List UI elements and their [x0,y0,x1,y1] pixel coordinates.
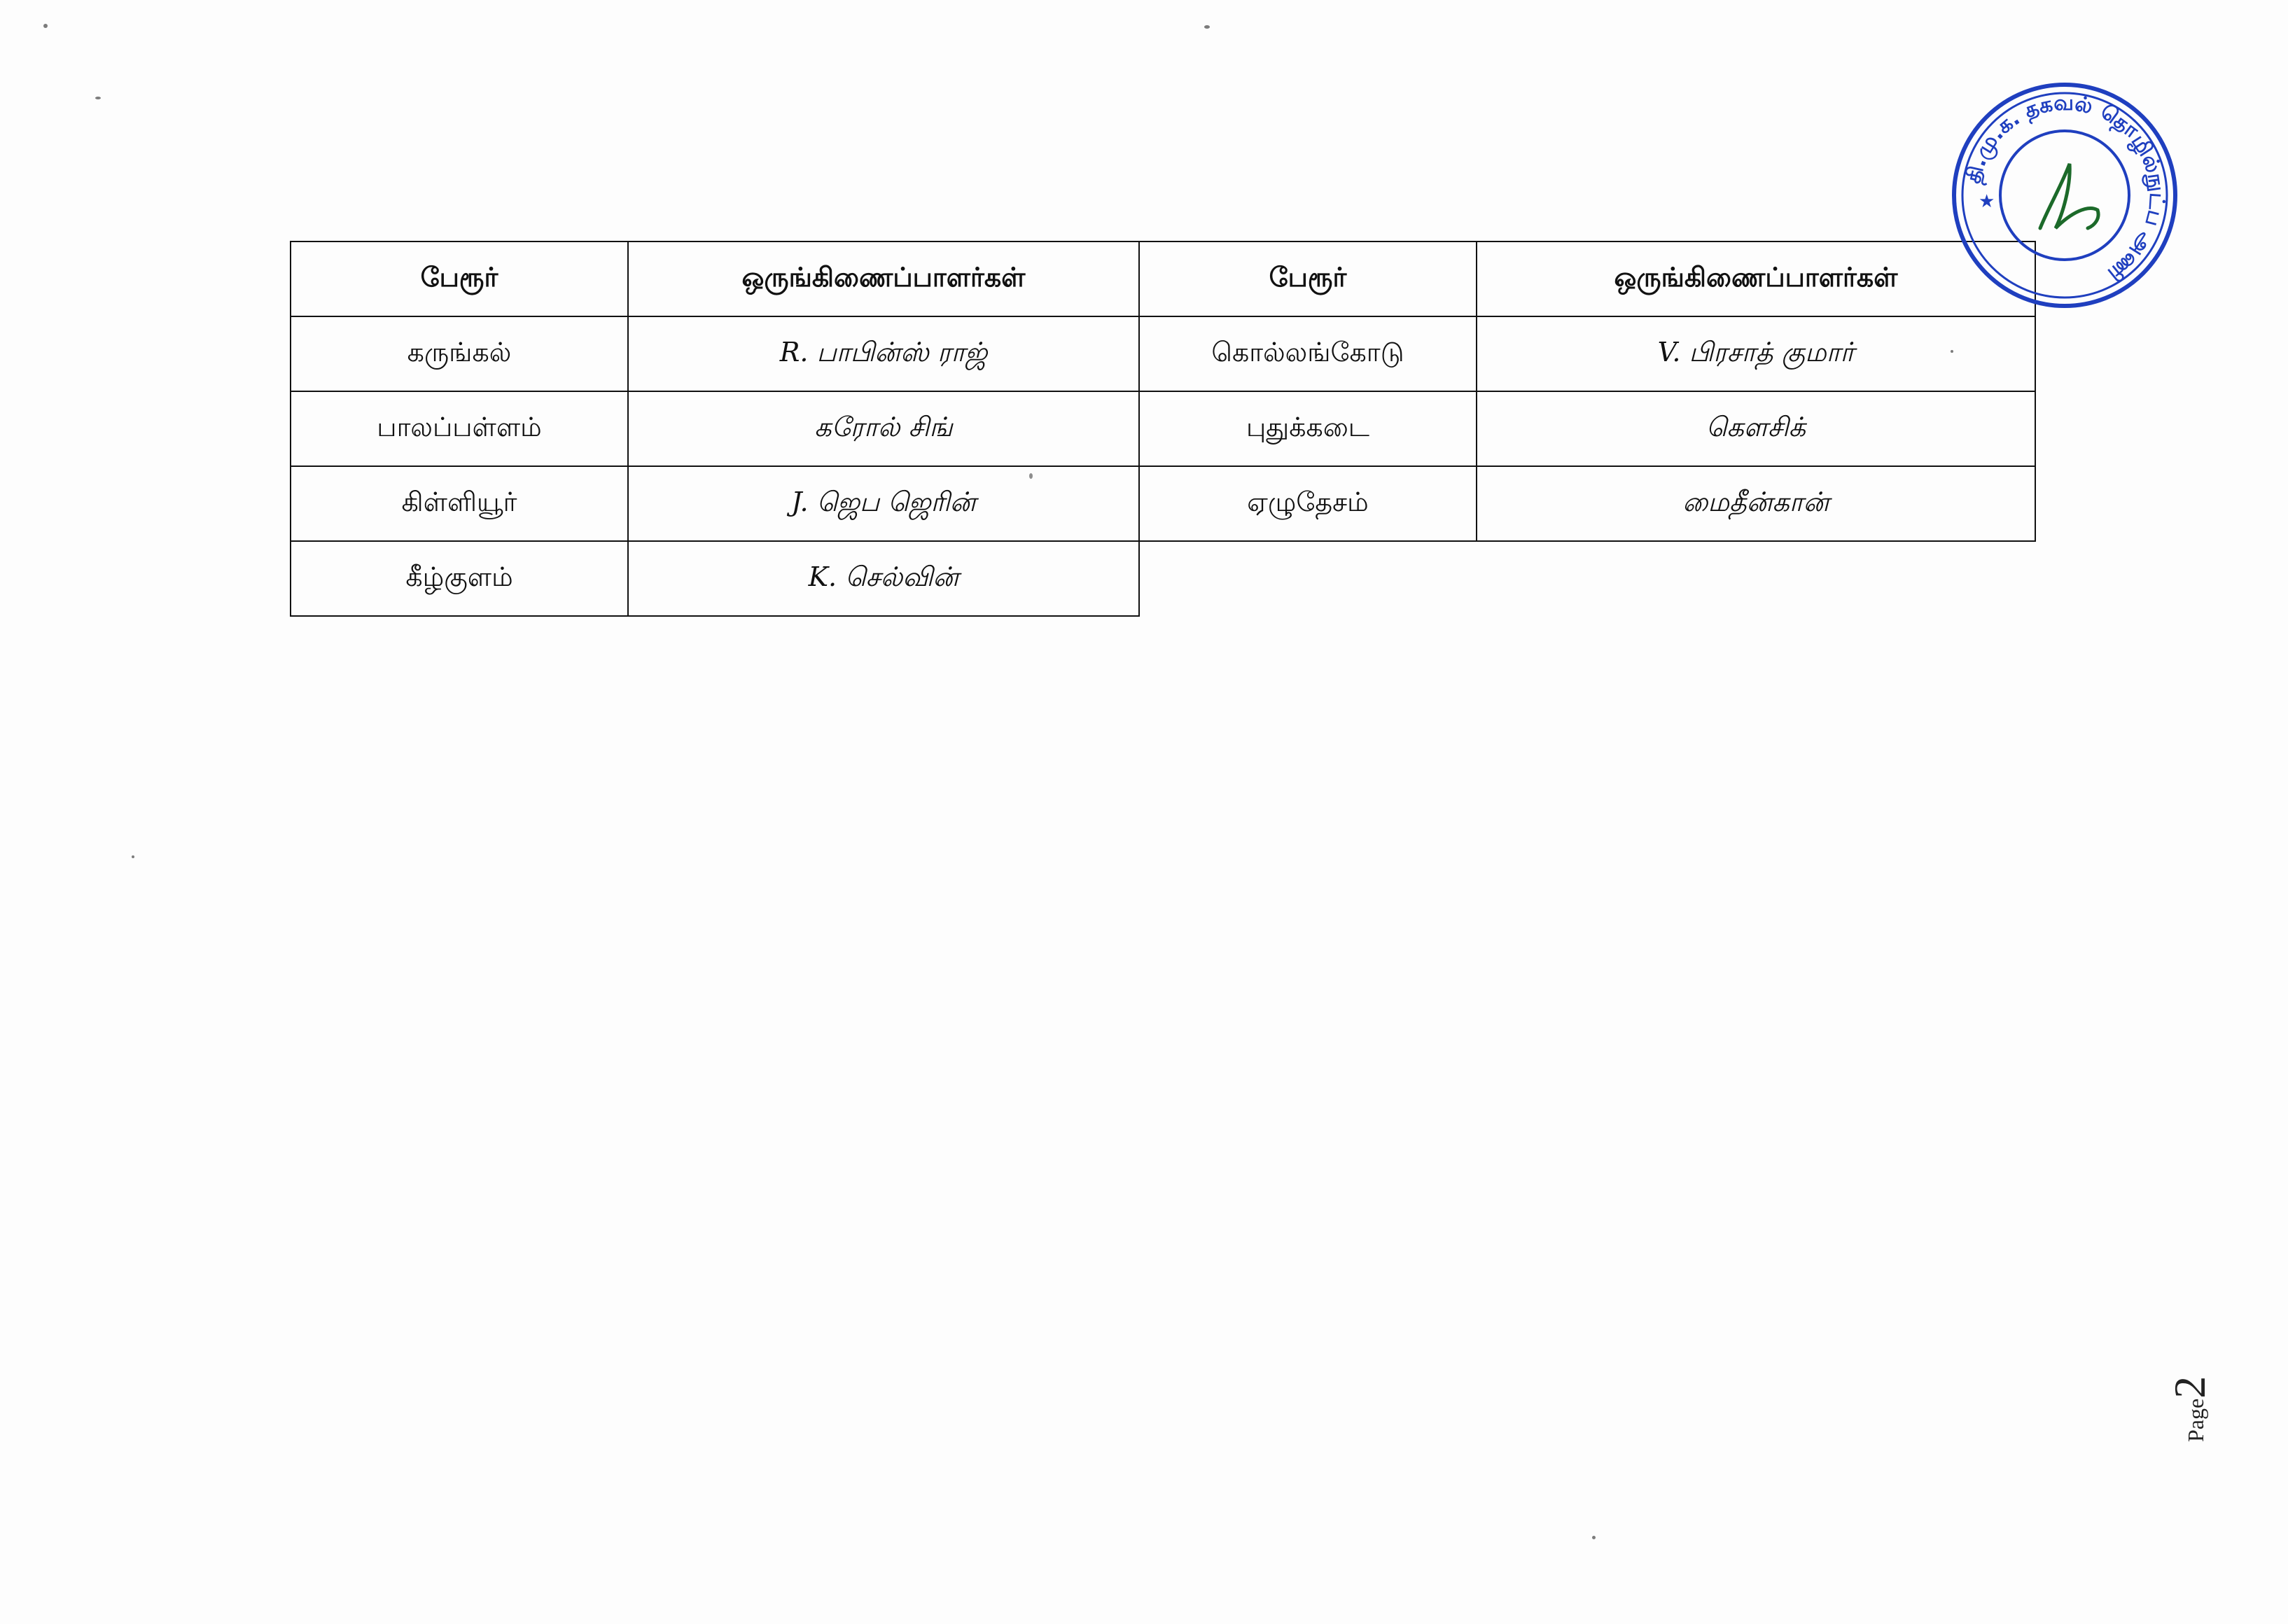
town-cell: கிள்ளியூர் [291,466,628,541]
seal-text: தி.மு.க. தகவல் தொழில்நுட்ப அணி [1961,90,2170,286]
coordinator-cell: கௌசிக் [1477,391,2035,466]
table-row [291,316,2035,391]
town-cell: கொல்லங்கோடு [1139,316,1477,391]
coordinators-table [290,241,2036,617]
table-row [291,541,2035,616]
page-number [2128,1330,2212,1442]
scan-speck [132,855,134,858]
table-row [291,391,2035,466]
town-cell: கருங்கல் [291,316,628,391]
town-cell: கீழ்குளம் [291,541,628,616]
scan-speck [95,97,101,99]
seal-stamp-icon [1951,81,2179,309]
page-label: Page [2183,1398,2208,1442]
town-cell: ஏழுதேசம் [1139,466,1477,541]
coordinator-cell: K. செல்வின் [628,541,1139,616]
coordinator-cell: R. பாபின்ஸ் ராஜ் [628,316,1139,391]
empty-cell [1477,541,2035,616]
scan-speck [1204,25,1210,29]
header-town: பேரூர் [1139,241,1477,316]
coordinator-cell: மைதீன்கான் [1477,466,2035,541]
header-coordinators: ஒருங்கிணைப்பாளர்கள் [628,241,1139,316]
header-town: பேரூர் [291,241,628,316]
header-coordinators: ஒருங்கிணைப்பாளர்கள் [1477,241,2035,316]
table-row [291,466,2035,541]
table-header-row [291,241,2035,316]
page-number-value: 2 [2165,1376,2214,1399]
coordinator-cell: கரோல் சிங் [628,391,1139,466]
town-cell: பாலப்பள்ளம் [291,391,628,466]
coordinator-cell: J. ஜெப ஜெரின் [628,466,1139,541]
scan-speck [43,24,48,28]
coordinator-cell: V. பிரசாத் குமார் [1477,316,2035,391]
town-cell: புதுக்கடை [1139,391,1477,466]
signature-mark [2040,164,2098,228]
empty-cell [1139,541,1477,616]
scan-speck [1592,1536,1596,1539]
seal-star-icon: ★ [1979,191,1995,212]
